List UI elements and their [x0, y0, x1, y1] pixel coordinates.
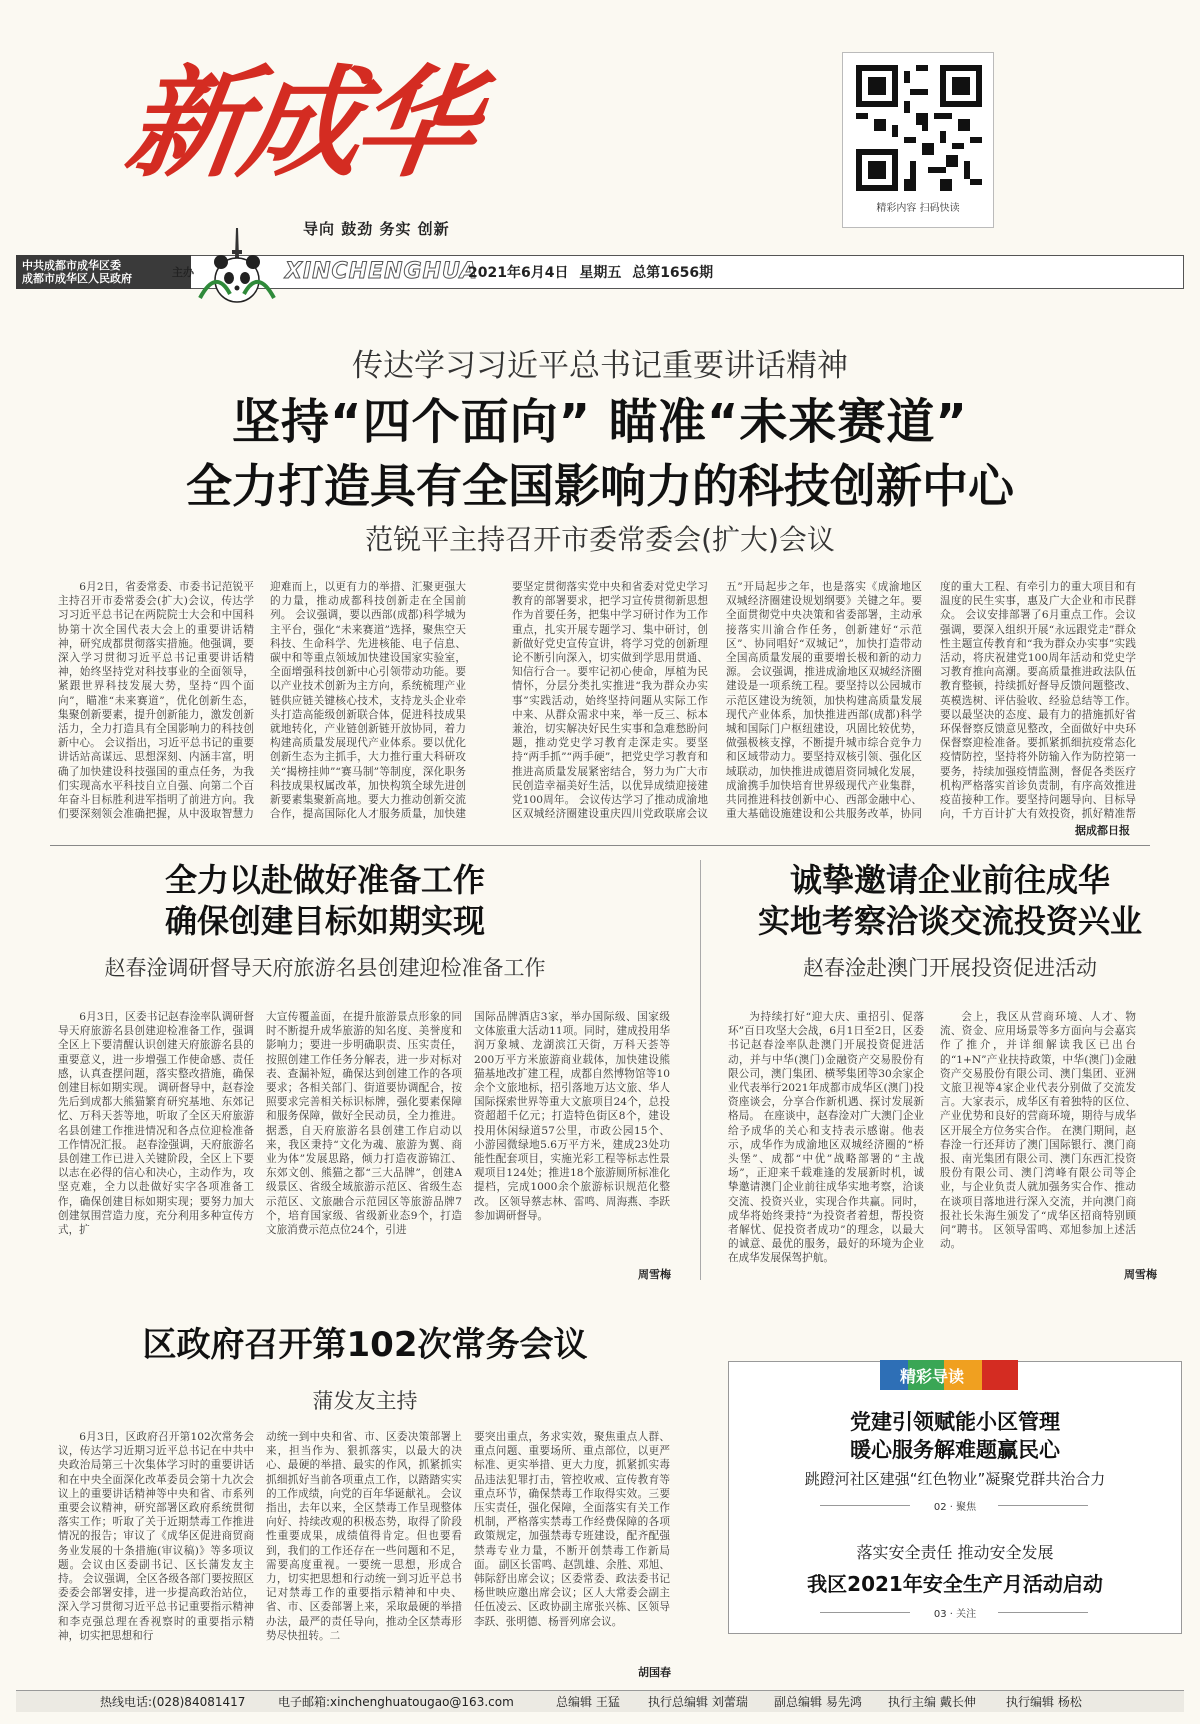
story3-column-2: [940, 1010, 1136, 1265]
feature-item-2-kicker: 落实安全责任 推动安全发展: [856, 1543, 1054, 1562]
footer-editor-1: 总编辑 王猛: [556, 1695, 620, 1709]
story4-column-3: [474, 1430, 670, 1660]
column-divider: [700, 860, 701, 1280]
feature-item-1-sub: 跳蹬河社区建强“红色物业”凝聚党群共治合力: [804, 1470, 1106, 1488]
lead-credit: 据成都日报: [1075, 824, 1130, 837]
story4-subtitle: 蒲发友主持: [312, 1389, 418, 1413]
story4-column-2: [266, 1430, 462, 1678]
story2-title-line-1: 全力以赴做好准备工作: [164, 861, 485, 899]
lead-column-2-text: 迎难而上，以更有力的举措、汇聚更强大的力量，推动成都科技创新走在全国前列。 会议强调，要以西部(成都)科学城为主平台，强化“未来赛道”选择，聚焦空天科技、生命科学、先进核能、电子信息、碳中和等重点领域加快建设国家实验室，全面增强科技创新中心引领带动功能。要以产业技术创新为主方向，系统梳理产业链供应链关键核心技术，支持龙头企业牵头打造高能级创新联合体，促进科技成果就地转化，产业链创新链开放协同，着力构建高质量发展现代产业体系。要以优化创新生态为主抓手，大力推行重大科研攻关“揭榜挂帅”“赛马制”等制度，深化职务科技成果权属改革，加快构筑全球先进创新要素集聚新高地。要大力推动创新交流合作，提高国际化人才服务质量，加快建: [270, 581, 466, 820]
story3-credit: 周雪梅: [1124, 1268, 1157, 1281]
story3-title-line-1: 诚挚邀请企业前往成华: [789, 861, 1110, 899]
issue-date: 2021年6月4日 星期五 总第1656期: [468, 265, 714, 281]
sponsor-line-2: 成都市成华区人民政府: [22, 272, 132, 285]
story3-subtitle: 赵春淦赴澳门开展投资促进活动: [803, 956, 1097, 980]
story2-column-3: [474, 1010, 670, 1265]
section-divider: [50, 845, 1150, 846]
story2-title-line-2: 确保创建目标如期实现: [164, 902, 485, 940]
footer-editor-2: 执行总编辑 刘蕾瑞: [648, 1695, 748, 1709]
story2-column-1: [58, 1010, 254, 1265]
feature-item-2-title[interactable]: 我区2021年安全生产月活动启动: [807, 1572, 1103, 1596]
lead-column-4: [726, 580, 922, 820]
feature-item-2-page[interactable]: 03 · 关注: [933, 1609, 977, 1620]
story2-column-3-text: 国际品牌酒店3家，举办国际级、国家级文体旅重大活动11项。同时，建成投用华润万象城、龙湖滨江天街，万科天荟等200万平方米旅游商业载体，加快建设熊猫基地改扩建工程，成都自然博物馆等10余个文旅地标，招引落地万达文旅、华人国际探索世界等重大文旅项目24个，总投资超超千亿元；打造特色街区8个，建设投用休闲绿道57公里，市政公园15个、小游园微绿地5.6万平方米，建成23处功能性配套项目，实施光彩工程等标志性景观项目124处；推进18个旅游厕所标准化提档，完成1000余个旅游标识规范化整改。 区领导蔡志林、雷鸣、周海燕、李跃参加调研督导。: [474, 1011, 670, 1222]
story3-title[interactable]: [720, 860, 1180, 942]
footer-editor-4: 执行主编 戴长伸: [888, 1695, 976, 1709]
footer-editor-5: 执行编辑 杨松: [1006, 1695, 1082, 1709]
story4-column-1-text: 6月3日，区政府召开第102次常务会议，传达学习近期习近平总书记在中共中央政治局第三十次集体学习时的重要讲话和在中央全面深化改革委员会第十九次会议上的重要讲话精神等中央和省、市系列重要会议精神，研究部署区政府系统贯彻落实工作；听取了关于近期禁毒工作推进情况的报告；审议了《成华区促进商贸商务业发展的十条措施(审议稿)》等多项议题。会议由区委副书记、区长蒲发友主持。 会议强调，全区各级各部门要按照区委委会部署安排，进一步提高政治站位，深入学习贯彻习近平总书记重要指示精神和李克强总理在香视察时的重要指示精神，切实把思想和行: [58, 1431, 254, 1642]
feature-item-1-line-2: 暖心服务解难题赢民心: [850, 1438, 1060, 1462]
lead-column-4-text: 五”开局起步之年，也是落实《成渝地区双城经济圈建设规划纲要》关键之年。要全面贯彻党中央决策和省委部署，主动承接落实川渝合作任务，创新建好“示范区”、协同唱好“双城记”，加快打造带动全国高质量发展的重要增长极和新的动力源。 会议强调，推进成渝地区双城经济圈建设是一项系统工程。要坚持以公园城市示范区建设为统领，加快构建高质量发展现代产业体系，加快推进西部(成都)科学城和国际门户枢纽建设，巩固比较优势，做强极核支撑，不断提升城市综合竞争力和区域带动力。要坚持双核引领、强化区域联动，加快推进成德眉资同城化发展，成渝携手加快培育世界级现代产业集群，共同推进科技创新中心、西部金融中心、重大基础设施建设和公共服务改革，协同: [726, 581, 922, 820]
footer-bar: [16, 1690, 1184, 1712]
feature-item-1-line-1: 党建引领赋能小区管理: [850, 1410, 1060, 1434]
story2-column-2-text: 大宣传覆盖面，在提升旅游景点形象的同时不断提升成华旅游的知名度、美誉度和影响力；要进一步明确职责、压实责任，按照创建工作任务分解表，进一步对标对表、查漏补短，确保达到创建工作的各项要求；各相关部门、街道要协调配合，按照要求完善相关标识标牌，强化要素保障和服务保障，做好全民动员，全力推进。 据悉，自天府旅游名县创建工作启动以来，我区秉持“文化为魂、旅游为翼、商业为体”发展思路，倾力打造夜游锦江、东郊文创、熊猫之都“三大品牌”，创建A级景区、省级全域旅游示范区、省级生态示范区、文旅融合示范园区等旅游品牌7个，培育国家级、省级新业态9个，打造文旅消费示范点位24个，引进: [266, 1011, 462, 1237]
sponsor-suffix: 主办: [172, 266, 194, 279]
lead-column-1-text: 6月2日，省委常委、市委书记范锐平主持召开市委常委会(扩大)会议，传达学习习近平总书记在两院院士大会和中国科协第十次全国代表大会上的重要讲话精神，研究成都贯彻落实措施。他强调，要深入学习贯彻习近平总书记重要讲话精神，始终坚持党对科技事业的全面领导，紧跟世界科技发展大势，坚持“四个面向”，瞄准“未来赛道”，优化创新生态，集聚创新要素，提升创新能力，激发创新活力，全力打造具有全国影响力的科技创新中心。 会议指出，习近平总书记的重要讲话站高谋远、思想深刻、内涵丰富，明确了加快建设科技强国的重点任务，为我们实现高水平科技自立自强、向第二个百年奋斗目标胜利进军指明了前进方向。我们要深刻领会准确把握，从中汲取智慧力: [58, 581, 254, 820]
lead-headline-2[interactable]: 全力打造具有全国影响力的科技创新中心: [186, 459, 1014, 513]
qr-code-icon[interactable]: [856, 65, 982, 191]
story3-column-2-text: 会上，我区从营商环境、人才、物流、资金、应用场景等多方面向与会嘉宾作了推介，并详细解读我区已出台的“1+N”产业扶持政策，中华(澳门)金融资产交易股份有限公司、澳门集团、亚洲文旅卫视等4家企业代表分别做了交流发言。大家表示，成华区有着独特的区位、产业优势和良好的营商环境，期待与成华区开展全方位务实合作。 在澳门期间，赵春淦一行还拜访了澳门国际银行、澳门商报、南光集团有限公司、澳门东西汇投资股份有限公司、澳门湾峰有限公司等企业，与企业负责人就加强务实合作、推动在谈项目落地进行深入交流，并向澳门商报社长朱海生颁发了“成华区招商特别顾问”聘书。 区领导雷鸣、邓旭参加上述活动。: [940, 1011, 1136, 1251]
story4-column-3-text: 要突出重点，务求实效，聚焦重点人群、重点问题、重要场所、重点部位，以更严标准、更实举措、更大力度，抓紧抓实毒品违法犯罪打击，管控收戒、宣传教育等重点环节，确保禁毒工作取得实效。三要压实责任，强化保障，全面落实有关工作机制，严格落实禁毒工作经费保障的各项政策规定，加强禁毒专班建设，配齐配强禁毒专业力量，不断开创禁毒工作新局面。 副区长雷鸣、赵凯雄、余胜、邓旭、韩际舒出席会议；区委常委、政法委书记杨世映应邀出席会议；区人大常委会副主任伍凌云、区政协副主席张兴栋、区领导李跃、张明德、杨晋列席会议。: [474, 1431, 670, 1628]
sponsor-line-1: 中共成都市成华区委: [22, 259, 121, 272]
masthead-pinyin: XINCHENGHUA: [285, 259, 478, 284]
qr-code-panel[interactable]: [842, 52, 994, 228]
story2-column-2: [266, 1010, 462, 1265]
lead-column-3: [512, 580, 708, 820]
story2-title[interactable]: [60, 860, 590, 942]
story2-subtitle: 赵春淦调研督导天府旅游名县创建迎检准备工作: [104, 956, 546, 980]
story4-title[interactable]: 区政府召开第102次常务会议: [142, 1325, 588, 1365]
lead-column-3-text: 要坚定贯彻落实党中央和省委对党史学习教育的部署要求，把学习宣传贯彻新思想作为首要任务，把集中学习研讨作为工作重点，扎实开展专题学习、集中研讨，创新做好党史宣传宣讲，将学习党的创新理论不断引向深入，切实做到学思用贯通、知信行合一。要牢记初心使命，厚植为民情怀，分层分类扎实推进“我为群众办实事”实践活动，始终坚持问题从实际工作中来、从群众需求中来，举一反三、标本兼治，切实解决好民生实事和急难愁盼问题，推动党史学习教育走深走实。要坚持“两手抓”“两手硬”，把党史学习教育和推进高质量发展紧密结合，努力为广大市民创造幸福美好生活，以优异成绩迎接建党100周年。 会议传达学习了推动成渝地区双城经济圈建设重庆四川党政联席会议: [512, 581, 708, 820]
story2-column-1-text: 6月3日，区委书记赵春淦率队调研督导天府旅游名县创建迎检准备工作，强调全区上下要清醒认识创建天府旅游名县的重要意义，进一步增强工作使命感、责任感，认真查摆问题，落实整改措施，确保创建目标如期实现。 调研督导中，赵春淦先后到成都大熊猫繁育研究基地、东郊记忆、万科天荟等地，听取了全区天府旅游名县创建工作推进情况和各点位迎检准备工作情况汇报。 赵春淦强调，天府旅游名县创建工作已进入关键阶段，全区上下要以志在必得的信心和决心，主动作为，攻坚克难，全力以赴做好实字各项准备工作，确保创建目标如期实现；要努力加大创建氛围营造力度，充分利用多种宣传方式，扩: [58, 1011, 254, 1237]
panda-mascot-icon: [196, 228, 278, 306]
lead-subhead: 范锐平主持召开市委常委会(扩大)会议: [365, 523, 835, 556]
lead-column-2: [270, 580, 466, 820]
sponsor-block: [16, 255, 191, 289]
feature-item-1-page[interactable]: 02 · 聚焦: [933, 1502, 977, 1513]
story3-title-line-2: 实地考察洽谈交流投资兴业: [757, 902, 1142, 940]
masthead-slogan: 导向 鼓劲 务实 创新: [303, 220, 450, 238]
story4-column-2-text: 动统一到中央和省、市、区委决策部署上来，担当作为、狠抓落实，以最大的决心、最硬的举措、最实的作风，抓紧抓实抓细抓好当前各项重点工作，以踏踏实实的工作成绩，向党的百年华诞献礼。 会议指出，去年以来，全区禁毒工作呈现整体向好、持续改观的积极态势，取得了阶段性重要成果，成绩值得肯定。但也要看到，我们的工作还存在一些问题和不足，需要高度重视。一要统一思想，形成合力，切实把思想和行动统一到习近平总书记对禁毒工作的重要指示精神和中央、省、市、区委部署上来，采取最硬的举措办法，最严的责任导向，推动全区禁毒形势尽快扭转。二: [266, 1431, 462, 1642]
footer-editor-3: 副总编辑 易先鸿: [774, 1695, 862, 1709]
story3-column-1-text: 为持续打好“迎大庆、重招引、促落环”百日攻坚大会战，6月1日至2日，区委书记赵春淦率队赴澳门开展投资促进活动，并与中华(澳门)金融资产交易股份有限公司，澳门集团、横琴集团等30余家企业代表举行2021年成都市成华区(澳门)投资座谈会，分享合作新机遇、探讨发展新格局。 在座谈中，赵春淦对广大澳门企业给予成华的关心和支持表示感谢。他表示，成华作为成渝地区双城经济圈的“桥头堡”、成都“中优”战略部署的“主战场”，正迎来千载难逢的发展新时机，诚挚邀请澳门企业前往成华实地考察，洽谈交流、投资兴业，实现合作共赢。同时，成华将始终秉持“为投资者着想，帮投资者解忧、促投资者成功”的理念，以最大的诚意、最优的服务，最好的环境为企业在成华发展保驾护航。: [728, 1011, 924, 1265]
story4-credit: 胡国春: [638, 1666, 671, 1679]
feature-tag-label: 精彩导读: [900, 1367, 965, 1386]
feature-item-1-title[interactable]: [728, 1408, 1182, 1464]
story4-column-1: [58, 1430, 254, 1678]
masthead-logo: 新成华: [118, 53, 480, 194]
lead-column-5: [940, 580, 1136, 820]
lead-kicker: 传达学习习近平总书记重要讲话精神: [352, 348, 848, 384]
lead-column-5-text: 度的重大工程、有牵引力的重大项目和有温度的民生实事，惠及广大企业和市民群众。 会议安排部署了6月重点工作。会议强调，要深入组织开展“永远跟党走”群众性主题宣传教育和“我为群众办实事”实践活动，将庆祝建党100周年活动和党史学习教育推向高潮。要高质量推进政法队伍教育整顿，持续抓好督导反馈问题整改、英模选树、评估验收、经验总结等工作。要以最坚决的态度、最有力的措施抓好省环保督察反馈意见整改，全面做好中央环保督察迎检准备。要抓紧抓细抗疫常态化疫情防控，坚持将外防输入作为防控第一要务，持续加强疫情监测，督促各类医疗机构严格落实首诊负责制，有序高效推进疫苗接种工作。要坚持问题导向、目标导向，千方百计扩大有效投资，抓好精准帮: [940, 581, 1136, 820]
footer-email[interactable]: 电子邮箱:xinchenghuatougao@163.com: [278, 1695, 514, 1709]
story3-column-1: [728, 1010, 924, 1265]
story2-credit: 周雪梅: [638, 1268, 671, 1281]
lead-column-1: [58, 580, 254, 820]
footer-hotline[interactable]: 热线电话:(028)84081417: [100, 1695, 246, 1709]
qr-caption: 精彩内容 扫码快读: [876, 203, 960, 214]
lead-headline-1[interactable]: 坚持“四个面向” 瞄准“未来赛道”: [232, 394, 968, 450]
